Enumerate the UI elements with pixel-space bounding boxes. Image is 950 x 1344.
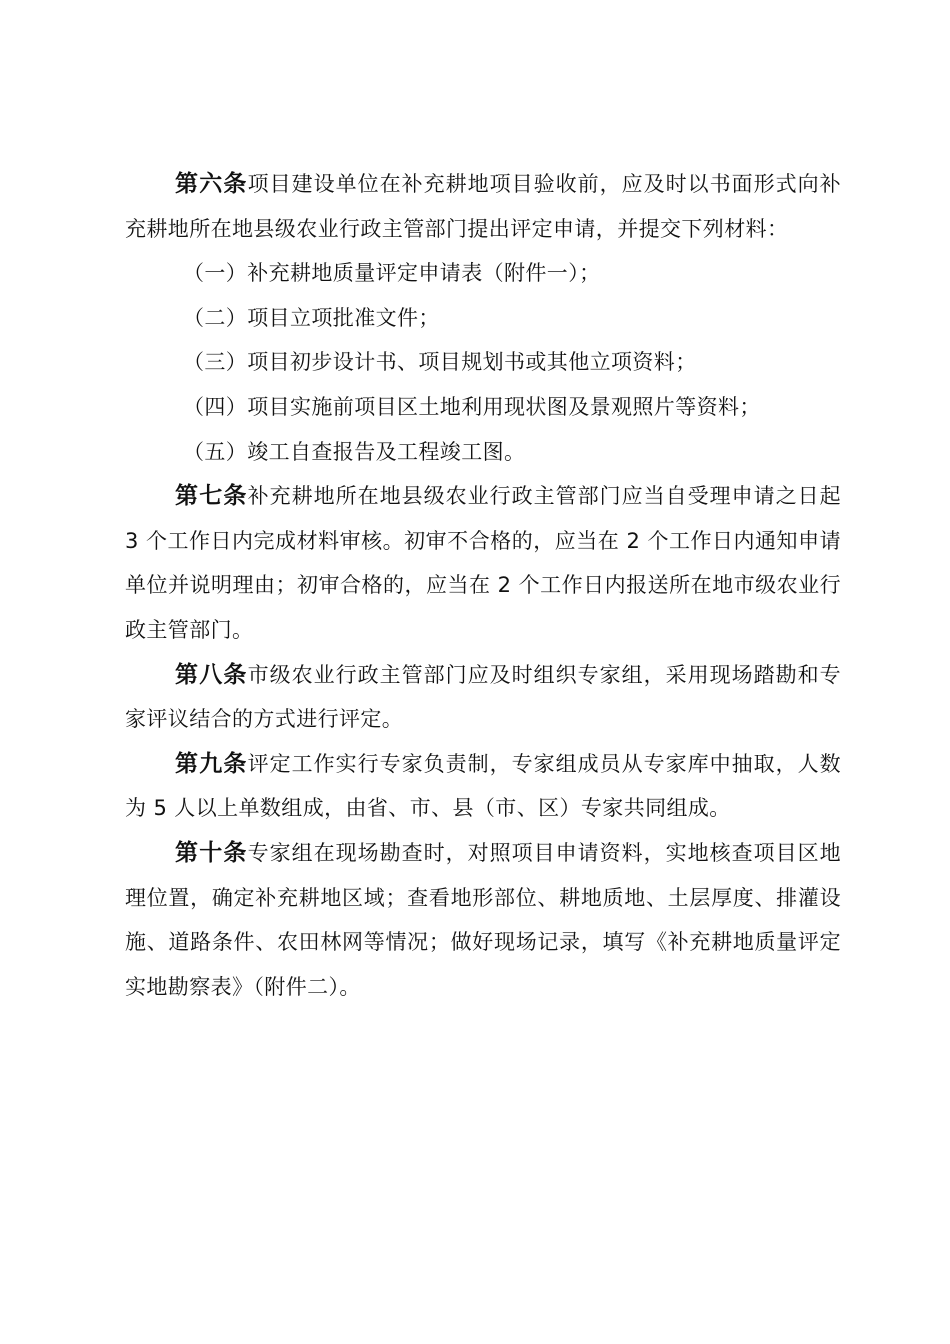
article-6-body: 项目建设单位在补充耕地项目验收前，应及时以书面形式向补充耕地所在地县级农业行政主管部门提出评定申请，并提交下列材料： [125,172,841,241]
article-6 [125,162,841,251]
article-9-heading: 第九条 [175,750,248,777]
article-6-item-3: （三）项目初步设计书、项目规划书或其他立项资料； [183,350,697,375]
article-7-body: 补充耕地所在地县级农业行政主管部门应当自受理申请之日起 3 个工作日内完成材料审核。初审不合格的，应当在 2 个工作日内通知申请单位并说明理由；初审合格的，应当在 2 个工作日内报送所在地市级农业行政主管部门。 [125,484,841,642]
article-10 [125,831,841,1009]
document-body [125,162,841,1009]
article-6-heading: 第六条 [175,171,248,197]
article-9-body: 评定工作实行专家负责制，专家组成员从专家库中抽取，人数为 5 人以上单数组成，由省、市、县（市、区）专家共同组成。 [125,751,841,821]
article-6-item-2: （二）项目立项批准文件； [183,305,440,330]
article-7 [125,474,841,652]
article-6-item-4: （四）项目实施前项目区土地利用现状图及景观照片等资料； [183,394,761,419]
article-10-body: 专家组在现场勘查时，对照项目申请资料，实地核查项目区地理位置，确定补充耕地区域；查看地形部位、耕地质地、土层厚度、排灌设施、道路条件、农田林网等情况；做好现场记录，填写《补充耕地质量评定实地勘察表》（附件二）。 [125,840,841,999]
article-9 [125,742,841,831]
article-8 [125,653,841,742]
article-7-heading: 第七条 [175,483,248,510]
article-8-heading: 第八条 [175,661,248,688]
article-8-body: 市级农业行政主管部门应及时组织专家组，采用现场踏勘和专家评议结合的方式进行评定。 [125,662,841,732]
article-6-item-1: （一）补充耕地质量评定申请表（附件一）； [183,261,601,286]
article-6-item-5: （五）竣工自查报告及工程竣工图。 [183,439,526,464]
article-10-heading: 第十条 [175,839,248,866]
